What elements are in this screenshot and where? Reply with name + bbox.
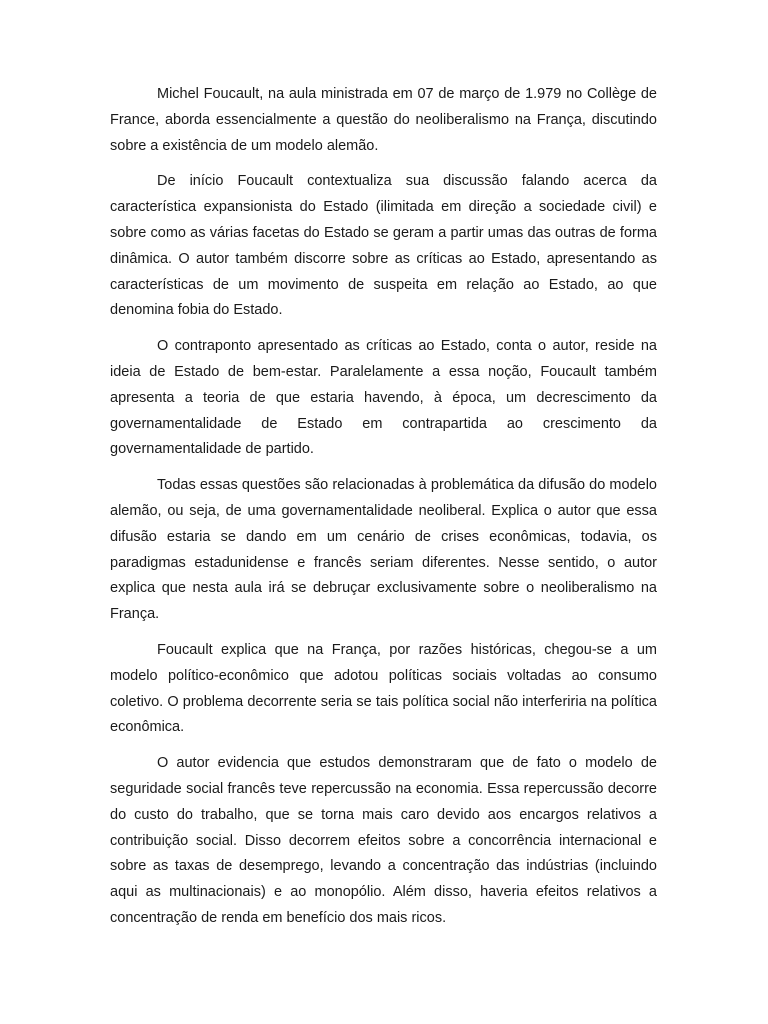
paragraph-4: Todas essas questões são relacionadas à problemática da difusão do modelo alemão, ou seja, de uma governamentalidade neoliberal. Explica o autor que essa difusão estaria se dando em um cenário de crises econômicas, todavia, os paradigmas estadunidense e francês seriam diferentes. Nesse sentido, o autor explica que nesta aula irá se debruçar exclusivamente sobre o neoliberalismo na França. — [110, 477, 657, 623]
paragraph-1: Michel Foucault, na aula ministrada em 07 de março de 1.979 no Collège de France, aborda essencialmente a questão do neoliberalismo na França, discutindo sobre a existência de um modelo alemão. — [110, 86, 657, 154]
paragraph-2: De início Foucault contextualiza sua discussão falando acerca da característica expansionista do Estado (ilimitada em direção a sociedade civil) e sobre como as várias facetas do Estado se geram a partir umas das outras de forma dinâmica. O autor também discorre sobre as críticas ao Estado, apresentando as características de um movimento de suspeita em relação ao Estado, ao que denomina fobia do Estado. — [110, 173, 657, 319]
document-body — [110, 82, 657, 942]
paragraph-5: Foucault explica que na França, por razões históricas, chegou-se a um modelo político-econômico que adotou políticas sociais voltadas ao consumo coletivo. O problema decorrente seria se tais política social não interferiria na política econômica. — [110, 641, 657, 736]
paragraph-3: O contraponto apresentado as críticas ao Estado, conta o autor, reside na ideia de Estado de bem-estar. Paralelamente a essa noção, Foucault também apresenta a teoria de que estaria havendo, à época, um decrescimento da governamentalidade de Estado em contrapartida ao crescimento da governamentalidade de partido. — [110, 338, 657, 458]
paragraph-6: O autor evidencia que estudos demonstraram que de fato o modelo de seguridade social francês teve repercussão na economia. Essa repercussão decorre do custo do trabalho, que se torna mais caro devido aos encargos relativos a contribuição social. Disso decorrem efeitos sobre a concorrência internacional e sobre as taxas de desemprego, levando a concentração das indústrias (incluindo aqui as multinacionais) e ao monopólio. Além disso, haveria efeitos relativos a concentração de renda em benefício dos mais ricos. — [110, 755, 657, 926]
